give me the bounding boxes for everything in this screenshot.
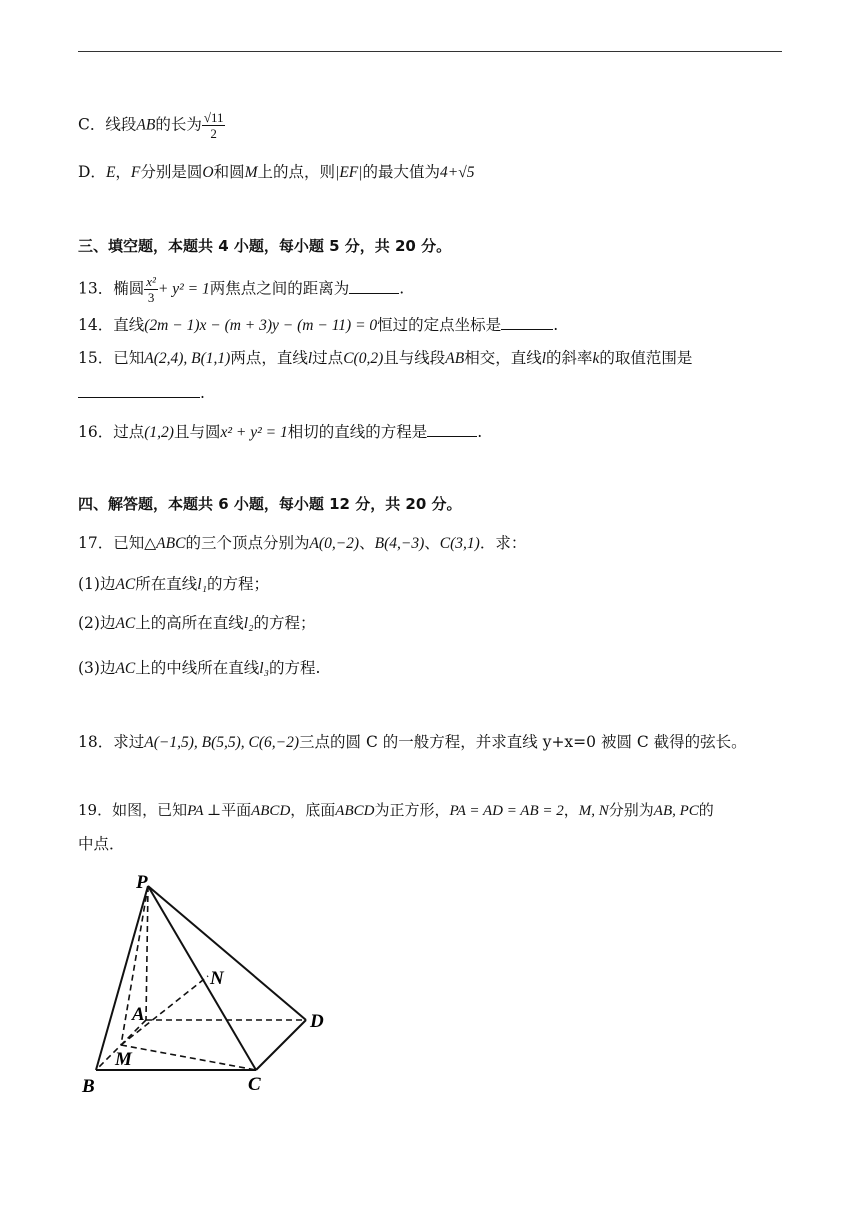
segment-MC — [121, 1045, 256, 1070]
answer-blank[interactable] — [427, 421, 477, 437]
pyramid-figure — [70, 862, 350, 1102]
question-16: 16．过点(1,2)且与圆x² + y² = 1相切的直线的方程是 . — [78, 423, 483, 441]
label-D: D — [310, 1011, 324, 1032]
question-14: 14．直线(2m − 1)x − (m + 3)y − (m − 11) = 0恒过的定点坐标是 . — [78, 316, 559, 334]
edge-PC — [148, 886, 256, 1070]
label-N: N — [210, 968, 224, 989]
option-c-fraction: $\frac{√11}{2}$ — [203, 110, 224, 141]
question-15: 15．已知A(2,4), B(1,1)两点，直线l过点C(0,2)且与线段AB相交，直线l的斜率k的取值范围是 — [78, 349, 693, 367]
question-19-line2: 中点． — [78, 835, 125, 853]
answer-blank[interactable] — [78, 382, 200, 398]
edge-PA — [146, 886, 148, 1020]
section3-title: 三、填空题，本题共 4 小题，每小题 5 分，共 20 分。 — [78, 237, 452, 255]
header-rule — [78, 51, 782, 52]
answer-blank[interactable] — [349, 278, 399, 294]
edge-PB — [96, 886, 148, 1070]
label-B: B — [82, 1076, 95, 1097]
label-M: M — [115, 1049, 132, 1070]
question-17: 17．已知△ABC的三个顶点分别为A(0,−2)、B(4,−3)、C(3,1)．求： — [78, 534, 527, 552]
edge-CD — [256, 1020, 306, 1070]
question-13: 13．椭圆 $\frac{\text{x²}}{3}$ + y² = 1两焦点之间的距离为 . — [78, 274, 405, 305]
edge-PD — [148, 886, 306, 1020]
question-19: 19．如图，已知PA ⊥平面ABCD，底面ABCD为正方形，PA = AD = AB = 2，M, N分别为AB, PC的 — [78, 801, 714, 819]
label-A: A — [132, 1004, 145, 1025]
question-17-part2: (2)边AC上的高所在直线l₂的方程； — [78, 614, 316, 632]
answer-blank[interactable] — [501, 314, 553, 330]
label-P: P — [136, 872, 148, 893]
label-C: C — [248, 1074, 261, 1095]
question-17-part3: (3)边AC上的中线所在直线l₃的方程. — [78, 659, 321, 677]
option-d: D．E，F分别是圆O和圆M上的点，则|EF|的最大值为4+√5 — [78, 163, 475, 181]
question-15-line2: . — [78, 382, 205, 404]
option-c: C．线段AB的长为 $\frac{√11}{2}$ — [78, 110, 224, 141]
section4-title: 四、解答题，本题共 6 小题，每小题 12 分，共 20 分。 — [78, 495, 462, 513]
question-18: 18．求过A(−1,5), B(5,5), C(6,−2)三点的圆 C 的一般方程，并求直线 y+x=0 被圆 C 截得的弦长。 — [78, 733, 747, 751]
question-17-part1: (1)边AC所在直线l₁的方程； — [78, 575, 270, 593]
